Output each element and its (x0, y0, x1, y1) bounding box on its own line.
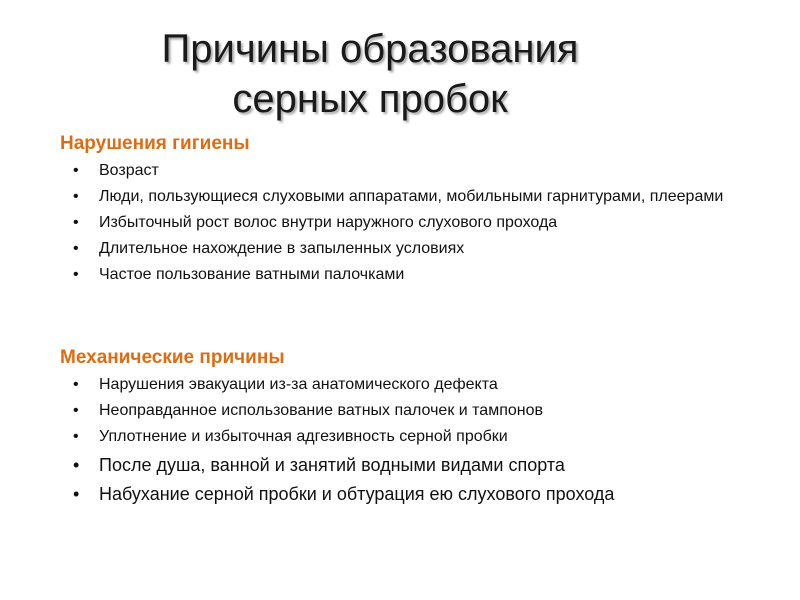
list-item-text: Нарушения эвакуации из-за анатомического дефекта (99, 376, 498, 393)
list-item-text: Набухание серной пробки и обтурация ею слухового прохода (99, 484, 615, 504)
slide-title-line-1: Причины образования (161, 27, 579, 71)
bullet-icon: • (73, 214, 79, 231)
section-heading: Механические причины (60, 347, 285, 368)
list-item (60, 239, 780, 259)
list-item-text: Избыточный рост волос внутри наружного слухового прохода (99, 214, 558, 231)
bullet-icon: • (73, 266, 79, 283)
list-item-text: Длительное нахождение в запыленных условиях (99, 240, 465, 257)
bullet-icon: • (73, 455, 80, 475)
bullet-list (60, 375, 780, 505)
bullet-icon: • (73, 376, 79, 393)
list-item (60, 187, 780, 207)
bullet-icon: • (73, 162, 79, 179)
slide-title (0, 24, 740, 124)
bullet-icon: • (73, 402, 79, 419)
list-item-text: Уплотнение и избыточная адгезивность серной пробки (99, 428, 508, 445)
list-item-text: Неоправданное использование ватных палочек и тампонов (99, 402, 543, 419)
list-item (60, 161, 780, 181)
section-heading: Нарушения гигиены (60, 133, 250, 154)
list-item (60, 375, 780, 395)
list-item-text: Частое пользование ватными палочками (99, 266, 405, 283)
list-item (60, 427, 780, 447)
list-item-text: После душа, ванной и занятий водными видами спорта (99, 455, 565, 475)
list-item (60, 213, 780, 233)
bullet-icon: • (73, 240, 79, 257)
slide-title-line-2: серных пробок (232, 77, 508, 121)
section-hygiene (60, 133, 780, 285)
section-mechanical (60, 347, 780, 505)
bullet-icon: • (73, 188, 79, 205)
bullet-icon: • (73, 428, 79, 445)
bullet-icon: • (73, 484, 80, 504)
list-item (60, 265, 780, 285)
list-item (60, 454, 780, 476)
list-item (60, 401, 780, 421)
bullet-list (60, 161, 780, 285)
list-item-text: Возраст (99, 162, 159, 179)
list-item (60, 483, 780, 505)
list-item-text: Люди, пользующиеся слуховыми аппаратами, мобильными гарнитурами, плеерами (99, 188, 724, 205)
